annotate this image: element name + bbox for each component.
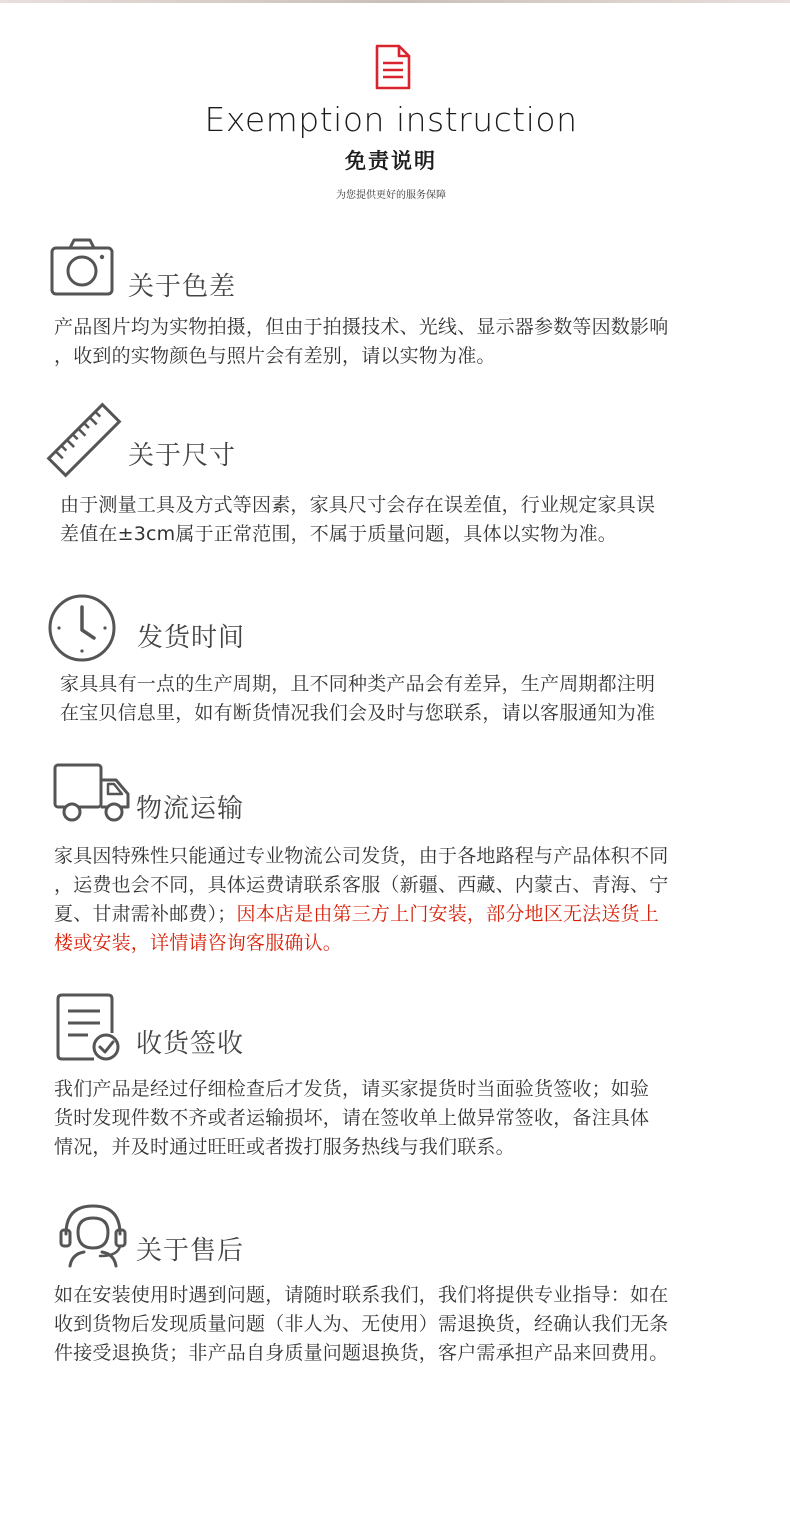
section-title-receipt: 收货签收 [136, 1029, 245, 1059]
page-subtitle: 为您提供更好的服务保障 [336, 190, 446, 201]
clock-icon [47, 593, 117, 663]
section-body-size: 由于测量工具及方式等因素，家具尺寸会存在误差值，行业规定家具误 差值在±3cm属于正常范围，不属于质量问题，具体以实物为准。 [60, 494, 656, 545]
section-title-logistics: 物流运输 [136, 794, 245, 824]
installation-notice: 因本店是由第三方上门安装，部分地区无法送货上 [236, 903, 659, 925]
top-border [0, 0, 790, 3]
section-body-delivery: 家具具有一点的生产周期，且不同种类产品会有差异，生产周期都注明 在宝贝信息里，如有断货情况我们会及时与您联系，请以客服通知为准 [60, 673, 656, 724]
page-title-chinese: 免责说明 [345, 148, 437, 173]
section-title-delivery: 发货时间 [137, 623, 246, 653]
truck-icon [52, 762, 132, 824]
section-title-aftersales: 关于售后 [136, 1236, 245, 1266]
ruler-icon [44, 400, 124, 480]
page-title-english: Exemption instruction [204, 100, 578, 139]
section-body-aftersales: 如在安装使用时遇到问题，请随时联系我们，我们将提供专业指导：如在 收到货物后发现质量问题（非人为、无使用）需退换货，经确认我们无条 件接受退换货；非产品自身质量问题退换货，客户需承担产品来回费用。 [54, 1284, 669, 1364]
camera-icon [50, 236, 114, 298]
document-icon [373, 44, 413, 90]
section-body-logistics: 家具因特殊性只能通过专业物流公司发货，由于各地路程与产品体积不同 ，运费也会不同，具体运费请联系客服（新疆、西藏、内蒙古、青海、宁 夏、甘肃需补邮费）；因本店是由第三方上门安装，部分地区无法送货上 楼或安装，详情请咨询客服确认。 [54, 842, 668, 958]
clipboard-check-icon [56, 993, 122, 1063]
section-title-color: 关于色差 [128, 272, 237, 302]
section-body-receipt: 我们产品是经过仔细检查后才发货，请买家提货时当面验货签收；如验 货时发现件数不齐或者运输损坏，请在签收单上做异常签收，备注具体 情况，并及时通过旺旺或者拨打服务热线与我们联系。 [54, 1078, 650, 1158]
section-body-color: 产品图片均为实物拍摄，但由于拍摄技术、光线、显示器参数等因数影响 ，收到的实物颜色与照片会有差别，请以实物为准。 [54, 316, 669, 367]
section-title-size: 关于尺寸 [128, 441, 237, 471]
customer-service-icon [56, 1200, 130, 1268]
installation-notice-cont: 楼或安装，详情请咨询客服确认。 [54, 932, 343, 954]
